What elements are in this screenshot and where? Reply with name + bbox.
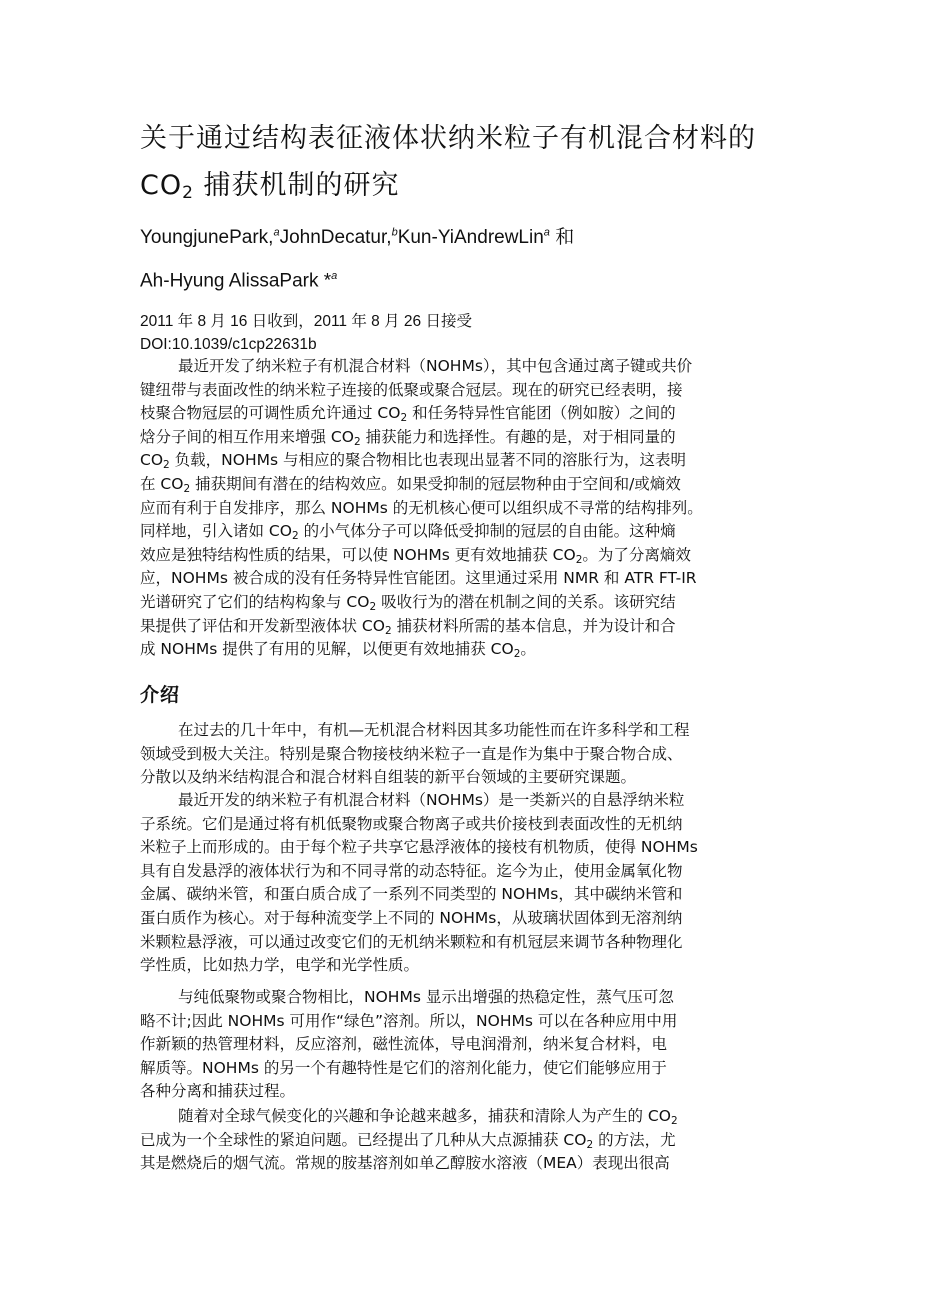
author-name: YoungjunePark, <box>140 227 274 248</box>
affiliation-mark: a <box>273 226 280 239</box>
paragraph-line: 其是燃烧后的烟气流。常规的胺基溶剂如单乙醇胺水溶液（MEA）表现出很高 <box>140 1154 670 1173</box>
paragraph-line: 子系统。它们是通过将有机低聚物或聚合物离子或共价接枝到表面改性的无机纳 <box>140 814 683 833</box>
abstract-line: 效应是独特结构性质的结果，可以使 NOHMs 更有效地捕获 $CO_2$。为了分离熵效 <box>140 545 691 566</box>
author-line-2 <box>140 270 337 292</box>
abstract-line: 在 $CO_2$ 捕获期间有潜在的结构效应。如果受抑制的冠层物种由于空间和/或熵效 <box>140 474 681 495</box>
abstract-line: 应，NOHMs 被合成的没有任务特异性官能团。这里通过采用 NMR 和 ATR FT-IR <box>140 569 697 588</box>
paper-title-line-1: 关于通过结构表征液体状纳米粒子有机混合材料的 <box>140 123 756 154</box>
paragraph-line: 随着对全球气候变化的兴趣和争论越来越多，捕获和清除人为产生的 $CO_2$ <box>178 1107 678 1127</box>
paragraph-line: 作新颖的热管理材料，反应溶剂，磁性流体，导电润滑剂，纳米复合材料，电 <box>140 1035 668 1054</box>
paragraph-line: 最近开发的纳米粒子有机混合材料（NOHMs）是一类新兴的自悬浮纳米粒 <box>178 791 685 809</box>
section-heading-introduction: 介绍 <box>140 684 181 706</box>
paper-title-line-2: $CO_2$ 捕获机制的研究 <box>140 170 400 203</box>
author-name: JohnDecatur, <box>279 227 392 248</box>
affiliation-mark: a <box>331 270 338 282</box>
abstract-line: 果提供了评估和开发新型液体状 $CO_2$ 捕获材料所需的基本信息，并为设计和合 <box>140 616 676 637</box>
intro-paragraph-1 <box>140 719 800 790</box>
intro-paragraph-3 <box>140 986 800 1104</box>
abstract-line: 应而有利于自发排序，那么 NOHMs 的无机核心便可以组织成不寻常的结构排列。 <box>140 498 703 517</box>
paragraph-line: 蛋白质作为核心。对于每种流变学上不同的 NOHMs，从玻璃状固体到无溶剂纳 <box>140 908 683 927</box>
paragraph-line: 在过去的几十年中，有机—无机混合材料因其多功能性而在许多科学和工程 <box>178 721 690 739</box>
author-name: Ah-Hyung AlissaPark * <box>140 270 332 292</box>
abstract-line: 同样地，引入诸如 $CO_2$ 的小气体分子可以降低受抑制的冠层的自由能。这种熵 <box>140 522 676 543</box>
paragraph-line: 金属、碳纳米管，和蛋白质合成了一系列不同类型的 NOHMs，其中碳纳米管和 <box>140 885 683 904</box>
abstract-line: 焓分子间的相互作用来增强 $CO_2$ 捕获能力和选择性。有趣的是，对于相同量的 <box>140 427 676 448</box>
paragraph-line: 具有自发悬浮的液体状行为和不同寻常的动态特征。迄今为止，使用金属氧化物 <box>140 861 683 880</box>
abstract-line: 光谱研究了它们的结构构象与 $CO_2$ 吸收行为的潜在机制之间的关系。该研究结 <box>140 592 676 613</box>
paragraph-line: 米粒子上而形成的。由于每个粒子共享它悬浮液体的接枝有机物质，使得 NOHMs <box>140 838 698 857</box>
paragraph-line: 已成为一个全球性的紧迫问题。已经提出了几种从大点源捕获 $CO_2$ 的方法，尤 <box>140 1130 676 1151</box>
intro-paragraph-4 <box>140 1105 800 1176</box>
abstract <box>140 355 800 662</box>
paragraph-line: 分散以及纳米结构混合和混合材料自组装的新平台领域的主要研究课题。 <box>140 768 637 787</box>
author-line-1: YoungjunePark,$^a$JohnDecatur,$^b$Kun-YiAndrewLin$^a$ 和 <box>140 226 575 248</box>
paragraph-line: 各种分离和捕获过程。 <box>140 1082 296 1101</box>
abstract-line: 最近开发了纳米粒子有机混合材料（NOHMs），其中包含通过离子键或共价 <box>178 357 693 375</box>
author-name: Kun-YiAndrewLin <box>397 227 544 248</box>
intro-paragraph-2 <box>140 789 800 978</box>
paragraph-line: 领域受到极大关注。特别是聚合物接枝纳米粒子一直是作为集中于聚合物合成、 <box>140 744 683 763</box>
paragraph-line: 略不计;因此 NOHMs 可用作“绿色”溶剂。所以，NOHMs 可以在各种应用中用 <box>140 1011 678 1030</box>
doi: DOI:10.1039/c1cp22631b <box>140 336 317 353</box>
abstract-line: 键纽带与表面改性的纳米粒子连接的低聚或聚合冠层。现在的研究已经表明，接 <box>140 380 683 399</box>
affiliation-mark: a <box>543 226 550 239</box>
paragraph-line: 米颗粒悬浮液，可以通过改变它们的无机纳米颗粒和有机冠层来调节各种物理化 <box>140 932 683 951</box>
paragraph-line: 学性质，比如热力学，电学和光学性质。 <box>140 956 420 975</box>
abstract-line: 成 NOHMs 提供了有用的见解，以便更有效地捕获 $CO_2$。 <box>140 640 536 661</box>
paragraph-line: 与纯低聚物或聚合物相比，NOHMs 显示出增强的热稳定性，蒸气压可忽 <box>178 988 674 1006</box>
received-accepted-dates: 2011 年 8 月 16 日收到，2011 年 8 月 26 日接受 <box>140 313 472 330</box>
affiliation-mark: b <box>391 226 398 239</box>
abstract-line: $CO_2$ 负载，NOHMs 与相应的聚合物相比也表现出显著不同的溶胀行为，这表明 <box>140 451 686 472</box>
abstract-line: 枝聚合物冠层的可调性质允许通过 $CO_2$ 和任务特异性官能团（例如胺）之间的 <box>140 404 676 425</box>
paragraph-line: 解质等。NOHMs 的另一个有趣特性是它们的溶剂化能力，使它们能够应用于 <box>140 1058 667 1077</box>
